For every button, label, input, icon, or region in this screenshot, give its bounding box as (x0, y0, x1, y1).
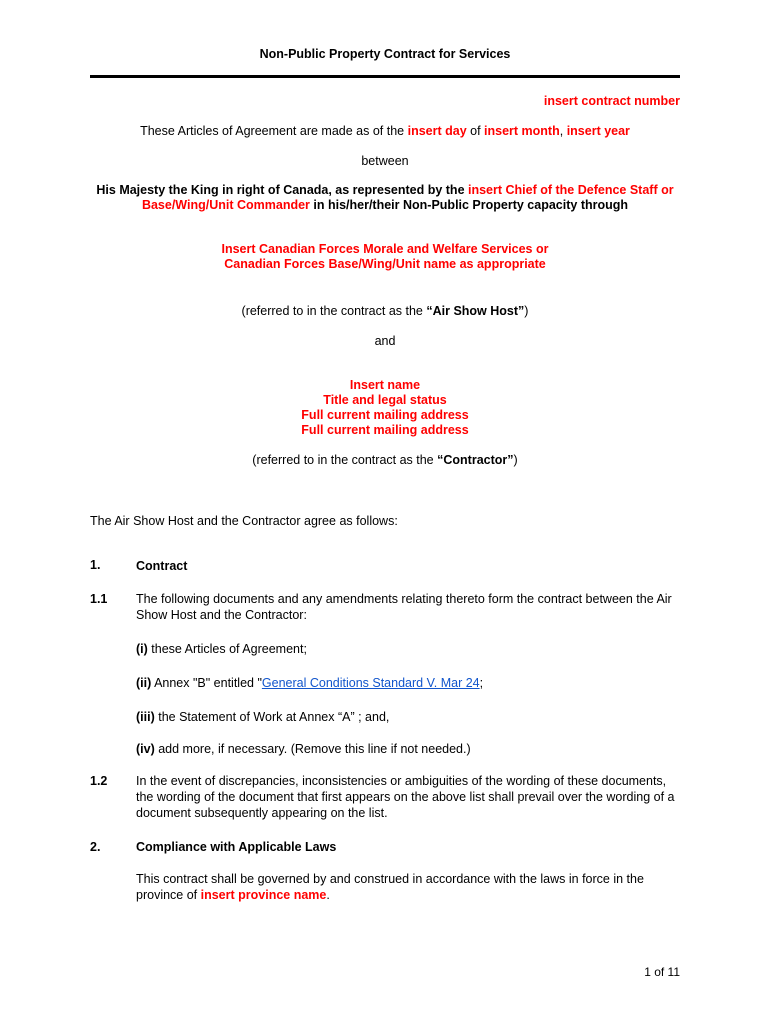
insert-month-field: insert month (484, 124, 560, 138)
list-item-iii-label: (iii) (136, 710, 155, 724)
articles-comma: , (559, 124, 567, 138)
party2-referred (70, 453, 700, 468)
list-item-iv (136, 741, 471, 757)
party1-line1-text: His Majesty the King in right of Canada, as represented by the (96, 183, 468, 197)
clause-1-2-text: In the event of discrepancies, inconsistencies or ambiguities of the wording of these documents, the wording of the document that first appears on the above list shall prevail over the wording of a document subsequently appearing on the list. (136, 774, 675, 820)
party1-representative-field: insert Chief of the Defence Staff or (468, 183, 674, 197)
contractor-term: “Contractor” (437, 453, 514, 467)
contractor-name-field: Insert name (349, 378, 421, 392)
list-item-i-text: these Articles of Agreement; (147, 642, 307, 656)
list-item-iii-text: the Statement of Work at Annex “A” ; and, (154, 710, 390, 724)
page-number: 1 of 11 (644, 965, 680, 979)
clause-1-2-number: 1.2 (90, 774, 108, 788)
insert-year-field: insert year (566, 124, 630, 138)
party1-referred-prefix: (referred to in the contract as the (241, 304, 427, 318)
and-text: and (374, 334, 396, 348)
list-item-iv-text: add more, if necessary. (Remove this line if not needed.) (154, 742, 471, 756)
contract-number-field: insert contract number (543, 94, 680, 108)
party1-line2-text: in his/her/their Non-Public Property capacity through (309, 198, 629, 212)
section2-title: Compliance with Applicable Laws (136, 840, 337, 854)
list-item-i (136, 641, 307, 657)
air-show-host-term: “Air Show Host” (426, 304, 525, 318)
list-item-ii (136, 675, 483, 691)
list-item-ii-post: ; (479, 676, 484, 690)
party2-referred-suffix: ) (513, 453, 518, 467)
header-rule (90, 75, 680, 78)
party1-commander-field: Base/Wing/Unit Commander (141, 198, 310, 212)
list-item-iv-label: (iv) (136, 742, 155, 756)
section2-text (136, 871, 676, 903)
party1-insert-line2: Canadian Forces Base/Wing/Unit name as appropriate (224, 257, 546, 271)
section2-text-suffix: . (326, 888, 330, 902)
section2-text-prefix: This contract shall be governed by and construed in accordance with the laws in force in the province of (136, 872, 644, 902)
contractor-address-field-1: Full current mailing address (301, 408, 469, 422)
section1-number: 1. (90, 558, 101, 572)
contractor-address-field-2: Full current mailing address (301, 423, 469, 437)
party1-referred (70, 304, 700, 319)
section1-title: Contract (136, 559, 188, 573)
list-item-ii-pre: Annex "B" entitled " (151, 676, 262, 690)
party1-line2 (70, 198, 700, 213)
section2-number: 2. (90, 840, 101, 854)
clause-1-1-number: 1.1 (90, 592, 108, 606)
party1-referred-suffix: ) (524, 304, 529, 318)
contractor-title-field: Title and legal status (323, 393, 447, 407)
list-item-ii-label: (ii) (136, 676, 152, 690)
party1-insert-line1: Insert Canadian Forces Morale and Welfare Services or (221, 242, 549, 256)
party1-line1 (70, 183, 700, 198)
agree-text: The Air Show Host and the Contractor agree as follows: (90, 514, 398, 528)
clause-1-1-text: The following documents and any amendments relating thereto form the contract between the Air Show Host and the Contractor: (136, 592, 672, 622)
articles-of: of (466, 124, 485, 138)
list-item-iii (136, 709, 389, 725)
insert-day-field: insert day (407, 124, 467, 138)
between-text: between (361, 154, 409, 168)
document-header: Non-Public Property Contract for Services (259, 47, 511, 61)
party2-referred-prefix: (referred to in the contract as the (252, 453, 438, 467)
list-item-i-label: (i) (136, 642, 148, 656)
general-conditions-link[interactable]: General Conditions Standard V. Mar 24 (261, 676, 480, 690)
articles-prefix: These Articles of Agreement are made as of the (140, 124, 408, 138)
articles-line (70, 124, 700, 139)
insert-province-field: insert province name (200, 888, 327, 902)
